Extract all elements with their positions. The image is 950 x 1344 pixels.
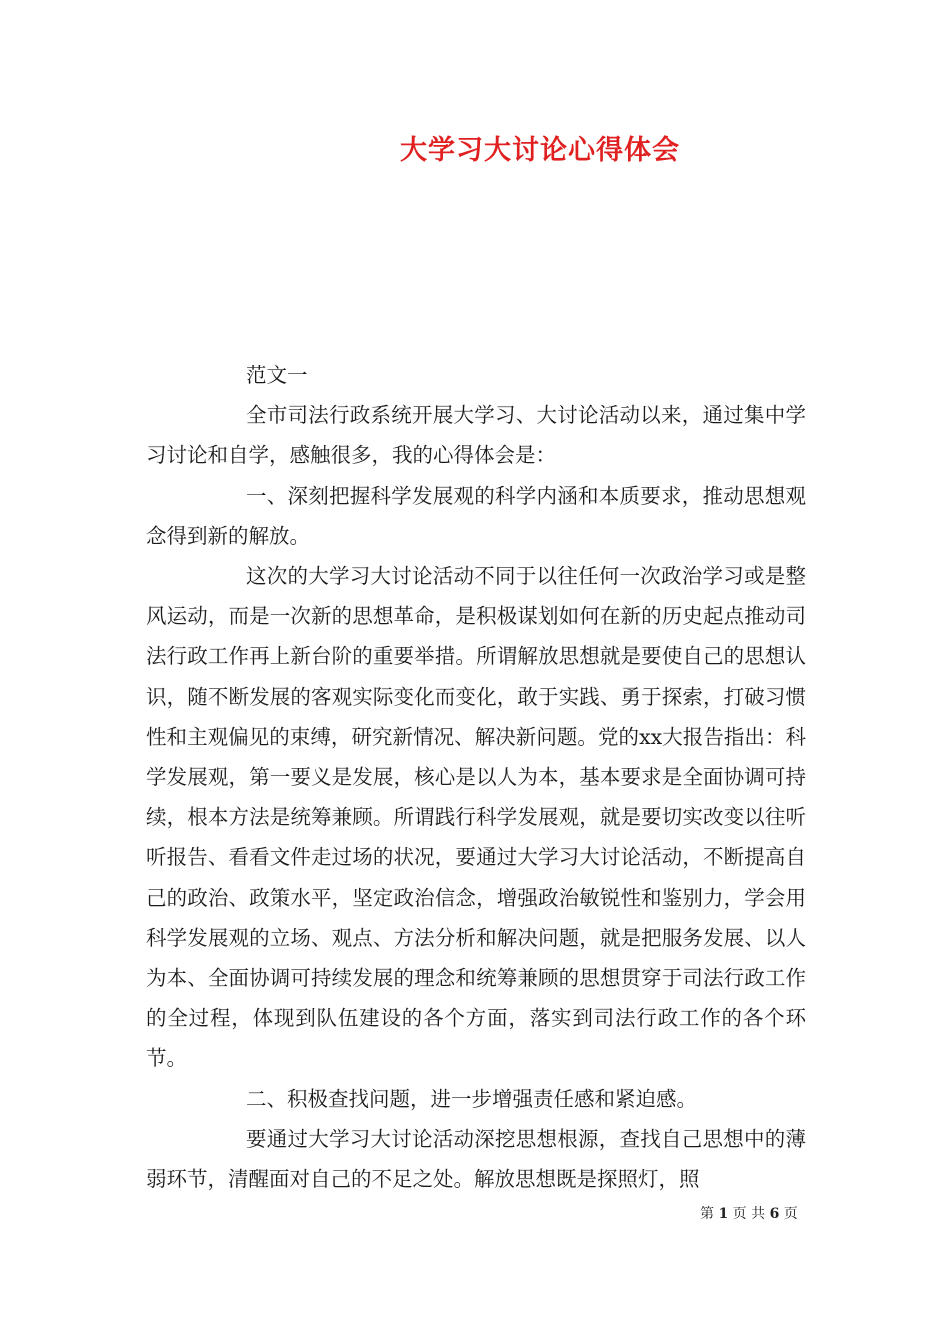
footer-suffix: 页 [783,1206,798,1222]
heading-two: 二、积极查找问题，进一步增强责任感和紧迫感。 [246,1086,697,1111]
page-footer [700,1203,798,1223]
paragraph-intro: 全市司法行政系统开展大学习、大讨论活动以来，通过集中学习讨论和自学，感触很多，我的心得体会是： [146,403,806,468]
section-label: 范文一 [246,363,308,387]
footer-middle: 页 共 [732,1206,766,1222]
heading-one: 一、深刻把握科学发展观的科学内涵和本质要求，推动思想观念得到新的解放。 [146,483,806,548]
footer-current-page: 1 [718,1206,729,1222]
footer-prefix: 第 [700,1206,714,1222]
document-title: 大学习大讨论心得体会 [400,135,680,166]
paragraph-two: 要通过大学习大讨论活动深挖思想根源，查找自己思想中的薄弱环节，清醒面对自己的不足之处。解放思想既是探照灯，照 [146,1126,806,1192]
document-body [146,355,806,1199]
footer-total-pages: 6 [769,1206,780,1222]
paragraph-one: 这次的大学习大讨论活动不同于以往任何一次政治学习或是整风运动，而是一次新的思想革命，是积极谋划如何在新的历史起点推动司法行政工作再上新台阶的重要举措。所谓解放思想就是要使自己的思想认识，随不断发展的客观实际变化而变化，敢于实践、勇于探索，打破习惯性和主观偏见的束缚，研究新情况、解决新问题。党的xx大报告指出：科学发展观，第一要义是发展，核心是以人为本，基本要求是全面协调可持续，根本方法是统筹兼顾。所谓践行科学发展观，就是要切实改变以往听听报告、看看文件走过场的状况，要通过大学习大讨论活动，不断提高自己的政治、政策水平，坚定政治信念，增强政治敏锐性和鉴别力，学会用科学发展观的立场、观点、方法分析和解决问题，就是把服务发展、以人为本、全面协调可持续发展的理念和统筹兼顾的思想贯穿于司法行政工作的全过程，体现到队伍建设的各个方面，落实到司法行政工作的各个环节。 [146,564,806,1071]
